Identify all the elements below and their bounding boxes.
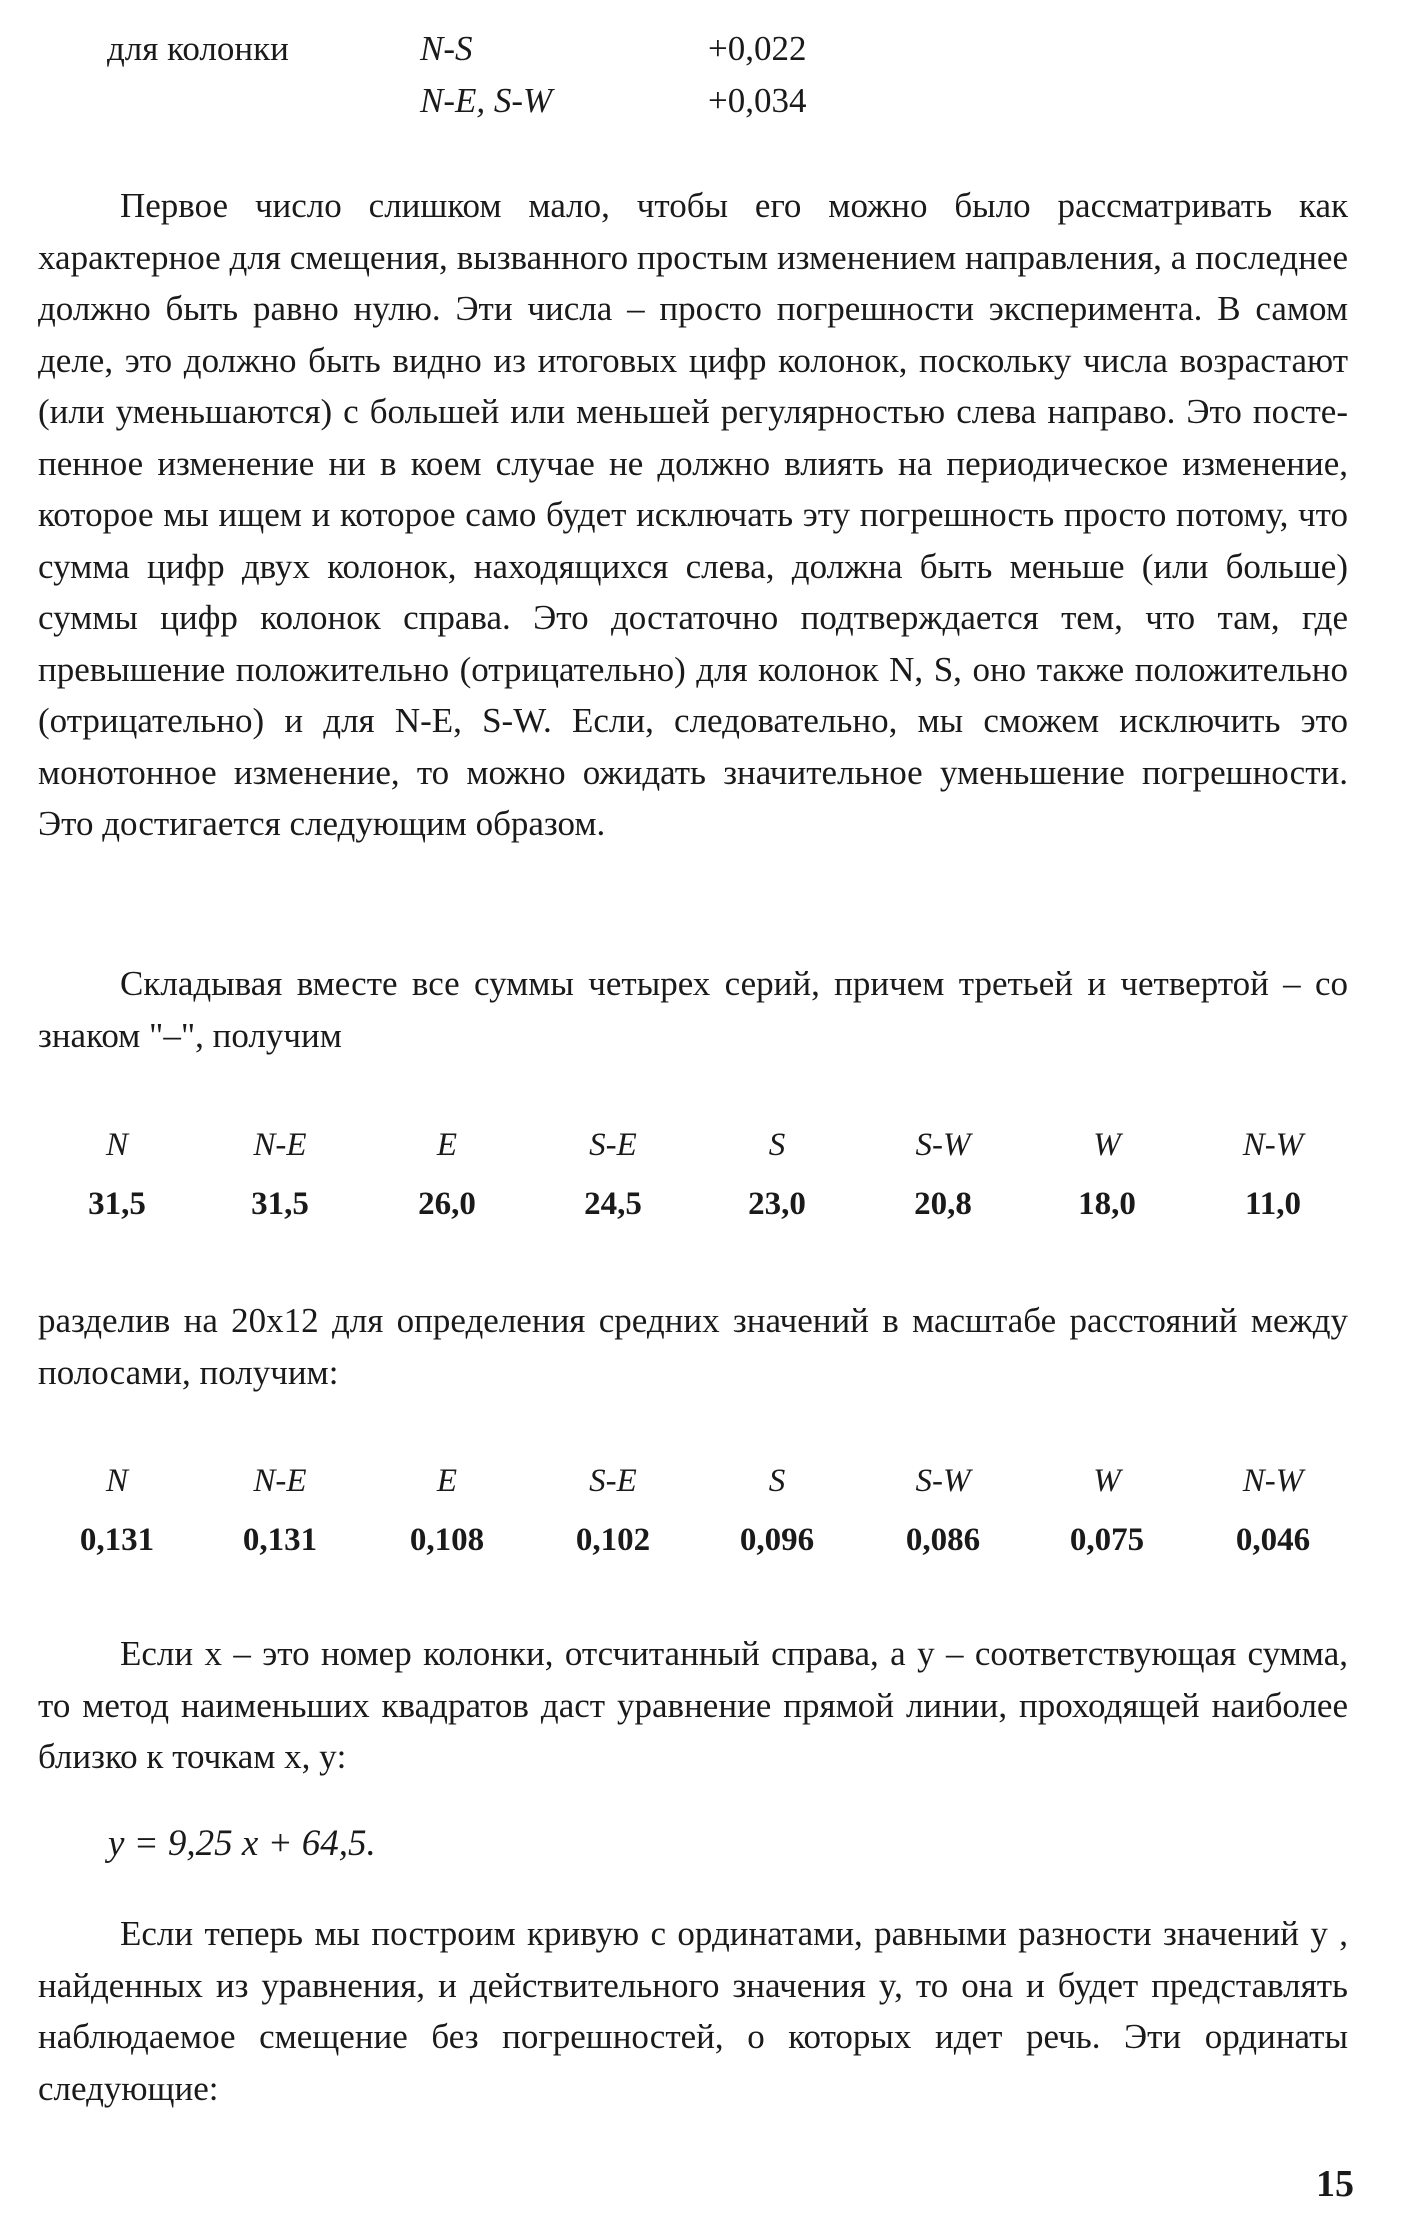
table2-value: 0,131: [79, 1522, 155, 1558]
table2-value: 0,046: [1235, 1522, 1311, 1558]
paragraph-1: [38, 180, 1348, 850]
table1-value: 20,8: [914, 1186, 972, 1222]
table2-value: 0,131: [242, 1522, 318, 1558]
column-name-1: N-S: [420, 29, 473, 68]
paragraph-2-text: Складывая вместе все суммы четырех серий, причем третьей и четвертой – со знаком "–", получим: [38, 964, 1348, 1055]
averages-table: [0, 1461, 1406, 1581]
page-number: 15: [1316, 2163, 1354, 2205]
paragraph-4: [38, 1628, 1348, 1783]
table1-value: 26,0: [418, 1186, 476, 1222]
table1-header: W: [1093, 1127, 1121, 1163]
paragraph-4-text: Если x – это номер колонки, отсчитанный справа, а y – соответствующая сумма, то метод наименьших квадратов даст уравнение прямой линии, проходящей наиболее близко к точкам x, y:: [38, 1634, 1348, 1776]
table2-header: S-W: [915, 1463, 971, 1499]
table2-header: N-W: [1242, 1463, 1304, 1499]
table1-value: 24,5: [584, 1186, 642, 1222]
table2-header: N-E: [253, 1463, 307, 1499]
table1-header: E: [436, 1127, 458, 1163]
table2-header: E: [436, 1463, 458, 1499]
paragraph-3: [38, 1295, 1348, 1398]
table1-header: S: [768, 1127, 786, 1163]
table2-header: S: [768, 1463, 786, 1499]
table2-header: N: [105, 1463, 128, 1499]
table1-header: S-W: [915, 1127, 971, 1163]
column-value-2: +0,034: [708, 81, 807, 120]
table2-header: S-E: [589, 1463, 637, 1499]
table2-value: 0,108: [409, 1522, 485, 1558]
table1-header: N-E: [253, 1127, 307, 1163]
sums-table: [0, 1125, 1406, 1245]
column-value-1: +0,022: [708, 29, 807, 68]
table1-value: 18,0: [1078, 1186, 1136, 1222]
table1-value: 11,0: [1245, 1186, 1301, 1222]
regression-formula: y = 9,25 x + 64,5.: [108, 1823, 376, 1864]
column-name-2: N-E, S-W: [420, 81, 553, 120]
paragraph-2: [38, 958, 1348, 1061]
paragraph-5-text: Если теперь мы построим кривую с ординатами, равными разности значений y , найденных из уравнения, и действительного значения y, то она и будет представлять наблюдаемое смещение без погрешностей, о которых идет речь. Эти ординаты следующие:: [38, 1914, 1348, 2108]
table1-value: 23,0: [748, 1186, 806, 1222]
table2-value: 0,075: [1069, 1522, 1145, 1558]
table1-header: N-W: [1242, 1127, 1304, 1163]
table2-value: 0,086: [905, 1522, 981, 1558]
paragraph-5: [38, 1908, 1348, 2114]
paragraph-1-text: Первое число слишком мало, чтобы его можно было рассматривать как характерное для смещения, вызванного простым изменением направления, а последнее должно быть равно нулю. Эти числа – просто погрешности эксперимента. В самом деле, это должно быть видно из итоговых цифр колонок, поскольку числа возрастают (или уменьшаются) с большей или меньшей регулярностью слева направо. Это постепенное изменение ни в коем случае не должно влиять на периодическое изменение, которое мы ищем и которое само будет исключать эту погрешность просто потому, что сумма цифр двух колонок, находящихся слева, должна быть меньше (или больше) суммы цифр колонок справа. Это достаточно подтверждается тем, что там, где превышение положительно (отрицательно) для колонок N, S, оно также положительно (отрицательно) и для N-E, S-W. Если, следовательно, мы сможем исключить это монотонное изменение, то можно ожидать значительное уменьшение погрешности. Это достигается следующим образом.: [38, 186, 1348, 843]
table2-header: W: [1093, 1463, 1121, 1499]
table2-value: 0,096: [739, 1522, 815, 1558]
table1-value: 31,5: [88, 1186, 146, 1222]
table1-header: N: [105, 1127, 128, 1163]
column-label: для колонки: [107, 29, 289, 68]
paragraph-3-text: разделив на 20x12 для определения средних значений в масштабе расстояний между полосами, получим:: [38, 1301, 1348, 1392]
table1-value: 31,5: [251, 1186, 309, 1222]
table1-header: S-E: [589, 1127, 637, 1163]
table2-value: 0,102: [575, 1522, 651, 1558]
